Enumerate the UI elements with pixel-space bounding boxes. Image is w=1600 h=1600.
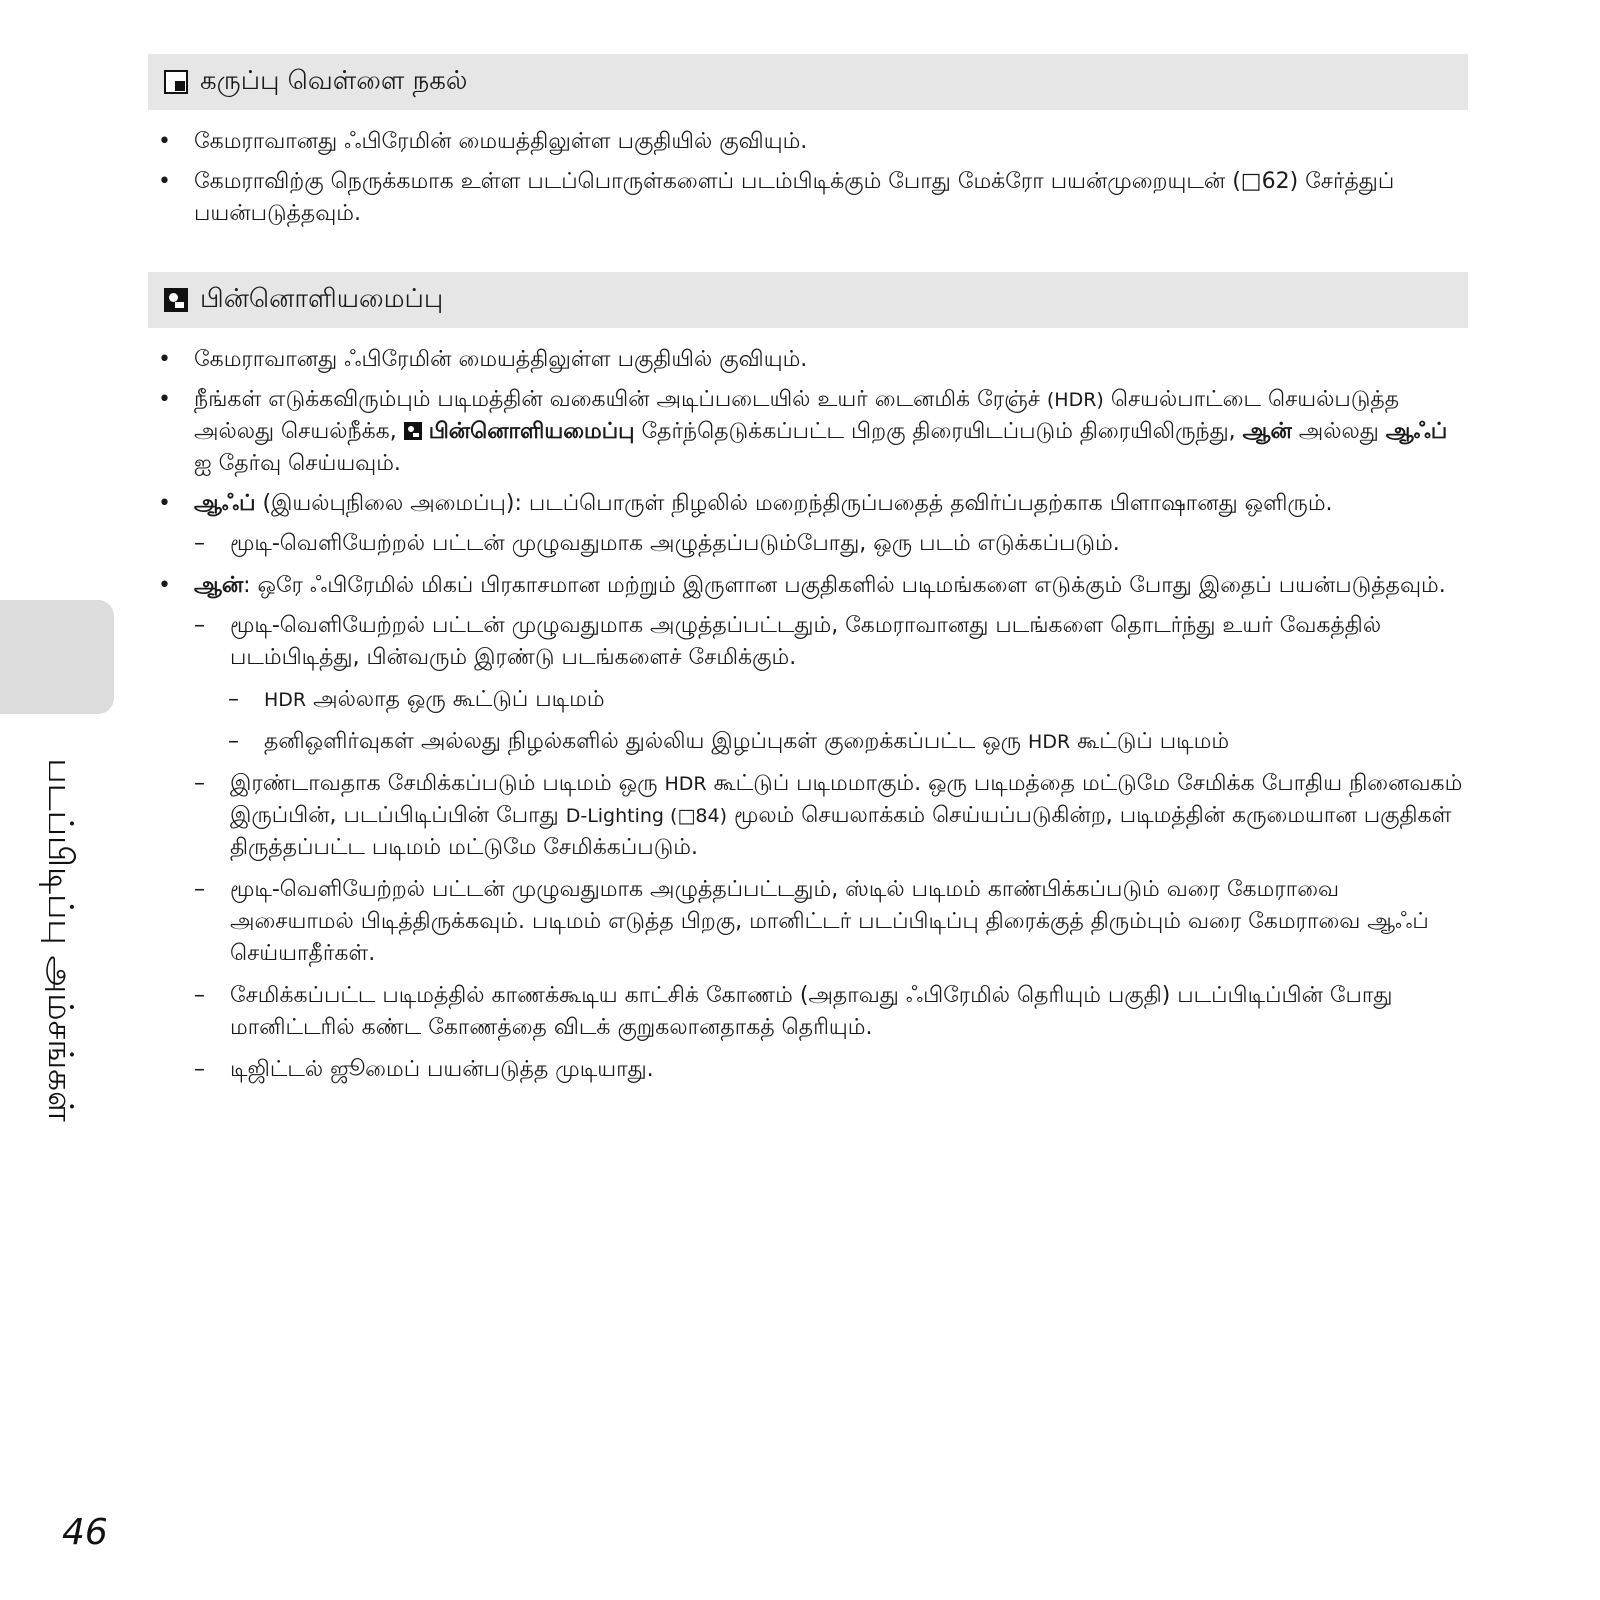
text-span: அல்லாத ஒரு கூட்டுப் படிமம்	[306, 687, 605, 712]
chapter-tab	[0, 600, 114, 714]
sub-item: – டிஜிட்டல் ஜூமைப் பயன்படுத்த முடியாது.	[194, 1054, 1468, 1086]
text-span: நீங்கள் எடுக்கவிரும்பும் படிமத்தின் வகையின் அடிப்படையில் உயர் டைனமிக் ரேஞ்ச்	[194, 387, 1047, 412]
text-span: செயல்பாட்டை செயல்படுத்த அல்லது செயல்நீக்க,	[194, 387, 1400, 444]
list-item	[148, 344, 1468, 376]
option-off: ஆஃப்	[1385, 419, 1448, 444]
sub-item: – சேமிக்கப்பட்ட படிமத்தில் காணக்கூடிய காட்சிக் கோணம் (அதாவது ஃபிரேமில் தெரியும் பகுதி) படப்பிடிப்பின் போது மானிட்டரில் கண்ட கோணத்தை விடக் குறுகலானதாகத் தெரியும்.	[194, 980, 1468, 1044]
list-item: • கேமராவிற்கு நெருக்கமாக உள்ள படப்பொருள்களைப் படம்பிடிக்கும் போது மேக்ரோ பயன்முறையுடன் (□62) சேர்த்துப் பயன்படுத்தவும்.	[148, 166, 1468, 230]
text-span: (இயல்புநிலை அமைப்பு): படப்பொருள் நிழலில் மறைந்திருப்பதைத் தவிர்ப்பதற்காக பிளாஷானது ஒளிரும்.	[255, 491, 1333, 516]
text-span: கூட்டுப் படிமமாகும். ஒரு படிமத்தை மட்டுமே சேமிக்க போதிய நினைவகம் இருப்பின், படப்பிடிப்பின் போது	[230, 771, 1463, 828]
list-item	[148, 488, 1468, 520]
hdr-text: HDR	[264, 689, 307, 711]
text-span: ஐ தேர்வு செய்யவும்.	[194, 451, 401, 476]
option-off: ஆஃப்	[194, 491, 256, 516]
text-span: கூட்டுப் படிமம்	[1070, 729, 1230, 754]
sub-item	[194, 768, 1468, 864]
option-on: ஆன்	[1242, 419, 1292, 444]
d-lighting-ref: D-Lighting (□84)	[565, 805, 727, 827]
section-title: கருப்பு வெள்ளை நகல்	[200, 65, 468, 96]
page-content	[148, 54, 1468, 1096]
text-span: : ஒரே ஃபிரேமில் மிகப் பிரகாசமான மற்றும் இருளான பகுதிகளில் படிமங்களை எடுக்கும் போது இதைப் பயன்படுத்தவும்.	[243, 573, 1446, 598]
sub-sub-item	[228, 726, 1468, 758]
text-span: மூலம் செயலாக்கம் செய்யப்படுகின்ற, படிமத்தின் கருமையான பகுதிகள் திருத்தப்பட்ட படிமம் மட்டுமே சேமிக்கப்படும்.	[230, 803, 1452, 860]
hdr-text: (HDR)	[1046, 389, 1104, 411]
black-and-white-copy-icon	[164, 70, 188, 94]
sub-item: – மூடி-வெளியேற்றல் பட்டன் முழுவதுமாக அழுத்தப்படும்போது, ஒரு படம் எடுக்கப்படும்.	[194, 528, 1468, 560]
backlighting-icon	[164, 288, 188, 312]
list-item-text: கேமராவானது ஃபிரேமின் மையத்திலுள்ள பகுதியில் குவியும்.	[194, 347, 808, 372]
list-item	[148, 570, 1468, 602]
bullet-list	[148, 344, 1468, 520]
chapter-label: படப்பிடிப்பு அம்சங்கள்	[40, 758, 80, 1122]
text-span: தேர்ந்தெடுக்கப்பட்ட பிறகு திரையிடப்படும் திரையிலிருந்து,	[634, 419, 1243, 444]
text-span: தனிஒளிர்வுகள் அல்லது நிழல்களில் துல்லிய இழப்புகள் குறைக்கப்பட்ட ஒரு	[264, 729, 1029, 754]
hdr-text: HDR	[664, 773, 707, 795]
text-span: அல்லது	[1291, 419, 1386, 444]
section-header-backlighting	[148, 272, 1468, 328]
hdr-text: HDR	[1028, 731, 1071, 753]
section-header-black-white	[148, 54, 1468, 110]
list-item: • கேமராவானது ஃபிரேமின் மையத்திலுள்ள பகுதியில் குவியும்.	[148, 126, 1468, 158]
sub-item: – மூடி-வெளியேற்றல் பட்டன் முழுவதுமாக அழுத்தப்பட்டதும், ஸ்டில் படிமம் காண்பிக்கப்படும் வரை கேமராவை அசையாமல் பிடித்திருக்கவும். படிமம் எடுத்த பிறகு, மானிட்டர் படப்பிடிப்பு திரைக்குத் திரும்பும் வரை கேமராவை ஆஃப் செய்யாதீர்கள்.	[194, 874, 1468, 970]
option-on: ஆன்	[194, 573, 244, 598]
menu-term: பின்னொளியமைப்பு	[428, 419, 635, 444]
sub-item: – மூடி-வெளியேற்றல் பட்டன் முழுவதுமாக அழுத்தப்பட்டதும், கேமராவானது படங்களை தொடர்ந்து உயர் வேகத்தில் படம்பிடித்து, பின்வரும் இரண்டு படங்களைச் சேமிக்கும்.	[194, 610, 1468, 674]
list-item	[148, 384, 1468, 480]
bullet-list	[148, 570, 1468, 602]
backlighting-icon	[404, 422, 422, 440]
page-number: 46	[62, 1512, 108, 1553]
section-title: பின்னொளியமைப்பு	[200, 283, 444, 314]
bullet-list	[148, 126, 1468, 230]
text-span: இரண்டாவதாக சேமிக்கப்படும் படிமம் ஒரு	[230, 771, 665, 796]
sub-sub-item	[228, 684, 1468, 716]
